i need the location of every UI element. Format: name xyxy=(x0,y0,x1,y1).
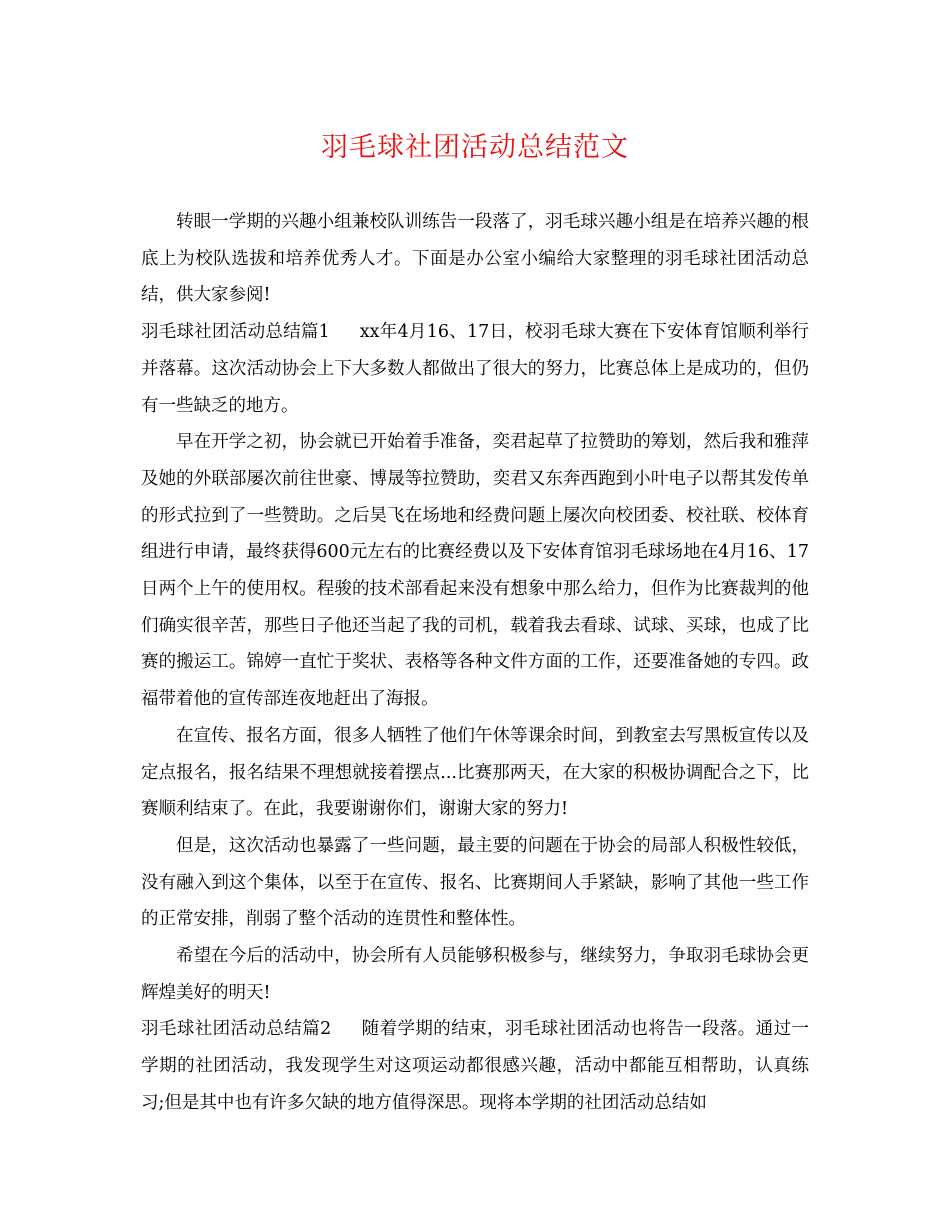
paragraph-publicity: 在宣传、报名方面，很多人牺牲了他们午休等课余时间，到教室去写黑板宣传以及定点报名，报名结果不理想就接着摆点...比赛那两天，在大家的积极协调配合之下，比赛顺利结束了。在此，我要谢谢你们，谢谢大家的努力! xyxy=(141,725,809,820)
paragraph-section-2 xyxy=(141,1011,809,1121)
paragraph-intro: 转眼一学期的兴趣小组兼校队训练告一段落了，羽毛球兴趣小组是在培养兴趣的根底上为校队选拔和培养优秀人才。下面是办公室小编给大家整理的羽毛球社团活动总结，供大家参阅! xyxy=(141,212,809,306)
document-title: 羽毛球社团活动总结范文 xyxy=(321,132,629,163)
paragraph-preparation: 早在开学之初，协会就已开始着手准备，奕君起草了拉赞助的筹划，然后我和雅萍及她的外联部屡次前往世豪、博晟等拉赞助，奕君又东奔西跑到小叶电子以帮其发传单的形式拉到了一些赞助。之后昊飞在场地和经费问题上屡次向校团委、校社联、校体育组进行申请，最终获得600元左右的比赛经费以及下安体育馆羽毛球场地在4月16、17日两个上午的使用权。程骏的技术部看起来没有想象中那么给力，但作为比赛裁判的他们确实很辛苦，那些日子他还当起了我的司机，载着我去看球、试球、买球，也成了比赛的搬运工。锦婷一直忙于奖状、表格等各种文件方面的工作，还要准备她的专四。政福带着他的宣传部连夜地赶出了海报。 xyxy=(141,432,809,710)
paragraph-section-1 xyxy=(141,314,809,424)
paragraph-problems: 但是，这次活动也暴露了一些问题，最主要的问题在于协会的局部人积极性较低，没有融入到这个集体，以至于在宣传、报名、比赛期间人手紧缺，影响了其他一些工作的正常安排，削弱了整个活动的连贯性和整体性。 xyxy=(141,835,809,930)
paragraph-hope: 希望在今后的活动中，协会所有人员能够积极参与，继续努力，争取羽毛球协会更辉煌美好的明天! xyxy=(141,946,809,1003)
document-body xyxy=(141,204,809,1122)
section-heading-1: 羽毛球社团活动总结篇1 xyxy=(141,322,330,343)
section-2-text: 随着学期的结束，羽毛球社团活动也将告一段落。通过一学期的社团活动，我发现学生对这项运动都很感兴趣，活动中都能互相帮助，认真练习;但是其中也有许多欠缺的地方值得深思。现将本学期的社团活动总结如 xyxy=(141,1019,810,1113)
section-1-text: xx年4月16、17日，校羽毛球大赛在下安体育馆顺利举行并落幕。这次活动协会上下大多数人都做出了很大的努力，比赛总体上是成功的，但仍有一些缺乏的地方。 xyxy=(141,322,809,416)
section-heading-2: 羽毛球社团活动总结篇2 xyxy=(141,1019,332,1040)
